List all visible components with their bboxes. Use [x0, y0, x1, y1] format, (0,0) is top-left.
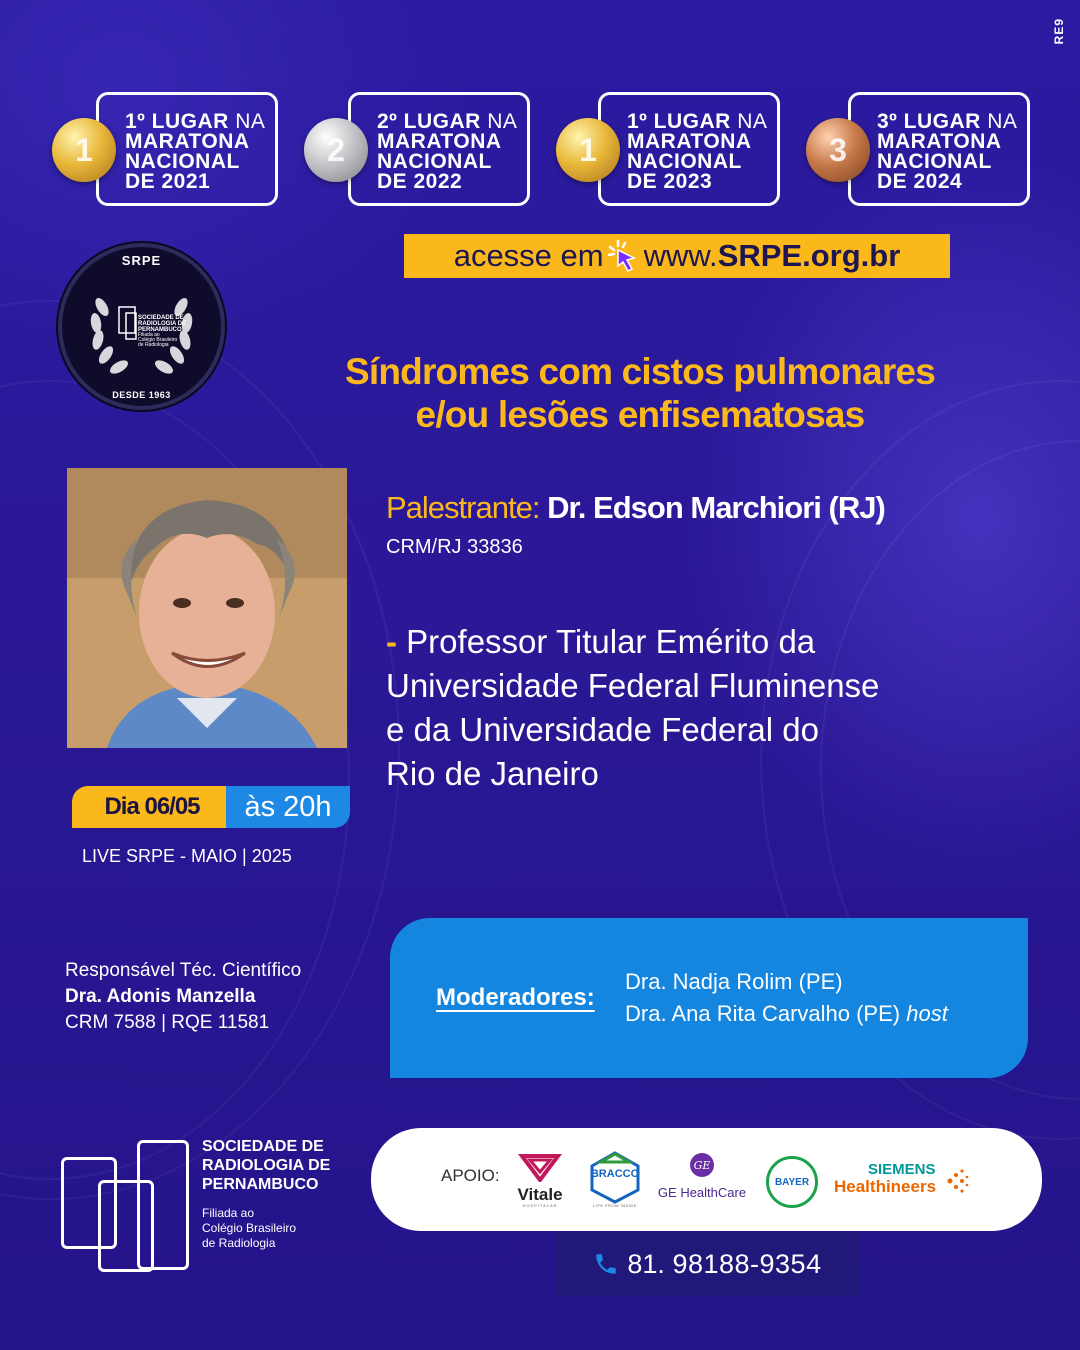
healthineers-text: Healthineers: [834, 1177, 937, 1196]
responsible-name: Dra. Adonis Manzella: [65, 986, 256, 1007]
srpe-seal-logo: [58, 243, 225, 410]
live-label: LIVE SRPE - MAIO | 2025: [82, 846, 292, 866]
award-line: MARATONA: [877, 130, 1002, 153]
moderator-name: Dra. Ana Rita Carvalho (PE): [625, 1001, 901, 1026]
phone-number: 98188-9354: [672, 1248, 822, 1279]
award-badge: [96, 92, 278, 206]
event-title-line: e/ou lesões enfisematosas: [415, 394, 865, 435]
award-place: 3º LUGAR: [877, 110, 981, 133]
event-time: às 20h: [226, 786, 350, 828]
speaker-label: Palestrante:: [386, 490, 540, 525]
award-badge: [598, 92, 780, 206]
seal-inner-line: PERNAMBUCO: [138, 327, 182, 333]
award-place: 1º LUGAR: [627, 110, 731, 133]
phone-icon: [593, 1251, 619, 1277]
seal-bottom-text: DESDE 1963: [112, 390, 171, 400]
speaker-line: [386, 490, 885, 526]
award-place: 2º LUGAR: [377, 110, 481, 133]
affiliation-line: de Radiologia: [202, 1236, 276, 1250]
event-title: [310, 350, 970, 436]
siemens-text: SIEMENS: [868, 1161, 936, 1178]
moderators-names: [625, 966, 948, 1030]
ge-text: GE HealthCare: [657, 1185, 747, 1200]
award-na: NA: [987, 110, 1018, 133]
bio-dash: -: [386, 623, 397, 660]
site-url-prefix: www.: [643, 238, 718, 273]
vitale-subtext: HOSPITALAR: [522, 1203, 558, 1208]
award-na: NA: [487, 110, 518, 133]
award-na: NA: [235, 110, 266, 133]
seal-inner-line: RADIOLOGIA DE: [138, 321, 187, 327]
speaker-crm: CRM/RJ 33836: [386, 536, 523, 558]
ge-healthcare-logo: [656, 1152, 748, 1200]
speaker-photo: [67, 468, 347, 748]
gold-medal-icon: 1: [52, 118, 116, 182]
society-name: [202, 1137, 330, 1194]
award-line: NACIONAL: [627, 150, 742, 173]
bio-line: Rio de Janeiro: [386, 755, 599, 792]
award-na: NA: [737, 110, 768, 133]
seal-top-text: SRPE: [121, 253, 162, 268]
seal-inner-line: SOCIEDADE DE: [138, 315, 184, 321]
bracco-logo: [583, 1150, 647, 1208]
cursor-click-icon: [606, 238, 642, 274]
affiliation-line: Filiada ao: [202, 1206, 255, 1220]
sponsors-bar: [371, 1128, 1042, 1231]
vitale-text: Vitale: [517, 1185, 563, 1204]
event-date: Dia 06/05: [72, 786, 232, 828]
award-line: MARATONA: [377, 130, 502, 153]
vitale-logo: [508, 1152, 572, 1208]
award-line: NACIONAL: [125, 150, 240, 173]
event-title-line: Síndromes com cistos pulmonares: [345, 351, 935, 392]
award-year: DE 2024: [877, 170, 963, 193]
bracco-text: BRACCO: [590, 1168, 640, 1180]
award-line: NACIONAL: [377, 150, 492, 173]
award-line: MARATONA: [627, 130, 752, 153]
bayer-text: BAYER: [774, 1176, 810, 1188]
society-name-line: RADIOLOGIA DE: [202, 1157, 331, 1174]
society-name-line: PERNAMBUCO: [202, 1176, 319, 1193]
society-logo-square: [61, 1157, 117, 1249]
phone-prefix: 81.: [627, 1248, 665, 1279]
award-year: DE 2023: [627, 170, 713, 193]
speaker-portrait-icon: [67, 468, 347, 748]
moderators-panel: [390, 918, 1028, 1078]
award-place: 1º LUGAR: [125, 110, 229, 133]
gold-medal-icon: 1: [556, 118, 620, 182]
silver-medal-icon: 2: [304, 118, 368, 182]
svg-text:GE: GE: [693, 1159, 711, 1172]
award-line: MARATONA: [125, 130, 250, 153]
siemens-healthineers-logo: [834, 1162, 984, 1196]
award-line: NACIONAL: [877, 150, 992, 173]
bracco-subtext: LIFE FROM INSIDE: [593, 1203, 637, 1208]
moderator-name: Dra. Nadja Rolim (PE): [625, 969, 843, 994]
bayer-logo: [766, 1156, 818, 1208]
moderators-label: Moderadores:: [436, 984, 595, 1011]
seal-inner-text: [138, 315, 186, 348]
ge-monogram-icon: [689, 1152, 715, 1178]
healthineers-dots-icon: [946, 1168, 970, 1194]
bio-line: Universidade Federal Fluminense: [386, 667, 880, 704]
seal-inner-line: Filiada ao: [138, 332, 160, 338]
seal-inner-line: Colégio Brasileiro: [138, 337, 178, 343]
society-name-line: SOCIEDADE DE: [202, 1138, 324, 1155]
society-affiliation: [202, 1206, 296, 1251]
responsible-title: Responsável Téc. Científico: [65, 960, 302, 981]
award-badge: [348, 92, 530, 206]
responsible-block: [65, 958, 301, 1036]
bio-line: e da Universidade Federal do: [386, 711, 819, 748]
award-year: DE 2022: [377, 170, 463, 193]
sponsors-label: APOIO:: [441, 1166, 500, 1185]
website-link[interactable]: [404, 234, 950, 278]
award-badge: [848, 92, 1030, 206]
site-url: SRPE.org.br: [717, 238, 901, 273]
site-prefix: acesse em: [453, 238, 604, 273]
brand-mark: RE9: [1052, 18, 1066, 45]
affiliation-line: Colégio Brasileiro: [202, 1221, 297, 1235]
seal-inner-line: de Radiologia: [138, 342, 169, 348]
speaker-name: Dr. Edson Marchiori (RJ): [547, 490, 885, 525]
bronze-medal-icon: 3: [806, 118, 870, 182]
award-year: DE 2021: [125, 170, 211, 193]
host-tag: host: [906, 1001, 948, 1026]
speaker-bio: [386, 620, 966, 796]
phone-contact[interactable]: [555, 1232, 860, 1296]
vitale-emblem-icon: [518, 1152, 562, 1182]
bio-line: Professor Titular Emérito da: [406, 623, 816, 660]
responsible-crm: CRM 7588 | RQE 11581: [65, 1012, 270, 1033]
